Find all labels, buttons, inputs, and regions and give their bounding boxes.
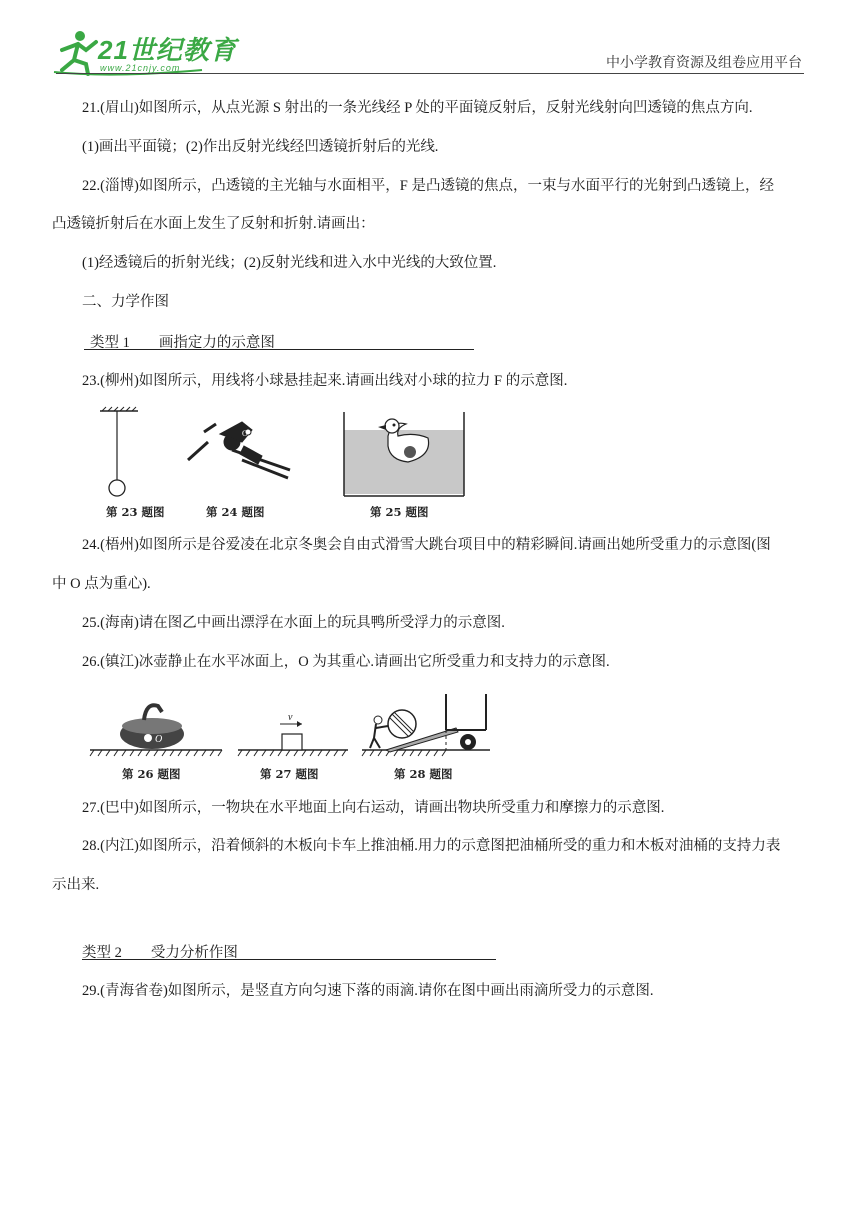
header-divider xyxy=(56,73,804,74)
pendulum-figure xyxy=(100,407,138,496)
block-figure xyxy=(238,712,348,756)
caption-24: 第 24 题图 xyxy=(206,505,265,519)
q24-line2: 中 O 点为重心). xyxy=(52,576,151,592)
svg-text:O: O xyxy=(242,429,248,438)
duck-tank-figure xyxy=(344,412,464,496)
q22-line1: 22.(淄博)如图所示，凸透镜的主光轴与水面相平，F 是凸透镜的焦点，一束与水面平行的光射到凸透镜上，经 xyxy=(82,178,774,194)
q22-line3: (1)经透镜后的折射光线；(2)反射光线和进入水中光线的大致位置. xyxy=(82,255,497,271)
section-heading: 二、力学作图 xyxy=(82,294,169,310)
q21-line2: (1)画出平面镜；(2)作出反射光线经凹透镜折射后的光线. xyxy=(82,139,439,155)
svg-text:O: O xyxy=(155,734,163,745)
q25-text: 25.(海南)请在图乙中画出漂浮在水面上的玩具鸭所受浮力的示意图. xyxy=(82,615,505,631)
type1-underline xyxy=(84,349,474,350)
q24-line1: 24.(梧州)如图所示是谷爱凌在北京冬奥会自由式滑雪大跳台项目中的精彩瞬间.请画出她所受重力的示意图(图 xyxy=(82,537,771,553)
caption-27: 第 27 题图 xyxy=(260,767,319,781)
q28-line1: 28.(内江)如图所示，沿着倾斜的木板向卡车上推油桶.用力的示意图把油桶所受的重力和木板对油桶的支持力表 xyxy=(82,838,781,854)
caption-28: 第 28 题图 xyxy=(394,767,453,781)
q27-text: 27.(巴中)如图所示，一物块在水平地面上向右运动，请画出物块所受重力和摩擦力的示意图. xyxy=(82,800,665,816)
type2-underline xyxy=(82,959,496,960)
logo-text: 21世纪教育 xyxy=(98,35,237,65)
q23-text: 23.(柳州)如图所示，用线将小球悬挂起来.请画出线对小球的拉力 F 的示意图. xyxy=(82,373,568,389)
q22-line2: 凸透镜折射后在水面上发生了反射和折射.请画出： xyxy=(52,216,375,232)
q21-line1: 21.(眉山)如图所示，从点光源 S 射出的一条光线经 P 处的平面镜反射后，反射光线射向凹透镜的焦点方向. xyxy=(82,100,753,116)
figures-26-28 xyxy=(86,690,496,762)
logo-url: www.21cnjy.com xyxy=(100,63,181,73)
q29-text: 29.(青海省卷)如图所示，是竖直方向匀速下落的雨滴.请你在图中画出雨滴所受力的示意图. xyxy=(82,983,654,999)
caption-26: 第 26 题图 xyxy=(122,767,181,781)
caption-23: 第 23 题图 xyxy=(106,505,165,519)
truck-ramp-figure xyxy=(362,694,490,756)
figures-23-25 xyxy=(92,406,492,502)
type1-heading: 类型 1 画指定力的示意图 xyxy=(90,335,275,351)
caption-25: 第 25 题图 xyxy=(370,505,429,519)
platform-title: 中小学教育资源及组卷应用平台 xyxy=(606,56,802,71)
skier-figure xyxy=(188,422,290,478)
curling-stone-figure xyxy=(90,705,222,756)
page-header xyxy=(0,0,860,80)
q28-line2: 示出来. xyxy=(52,877,100,893)
q26-text: 26.(镇江)冰壶静止在水平冰面上，O 为其重心.请画出它所受重力和支持力的示意图. xyxy=(82,654,610,670)
velocity-label: v xyxy=(288,712,293,723)
type2-heading: 类型 2 受力分析作图 xyxy=(82,945,238,961)
